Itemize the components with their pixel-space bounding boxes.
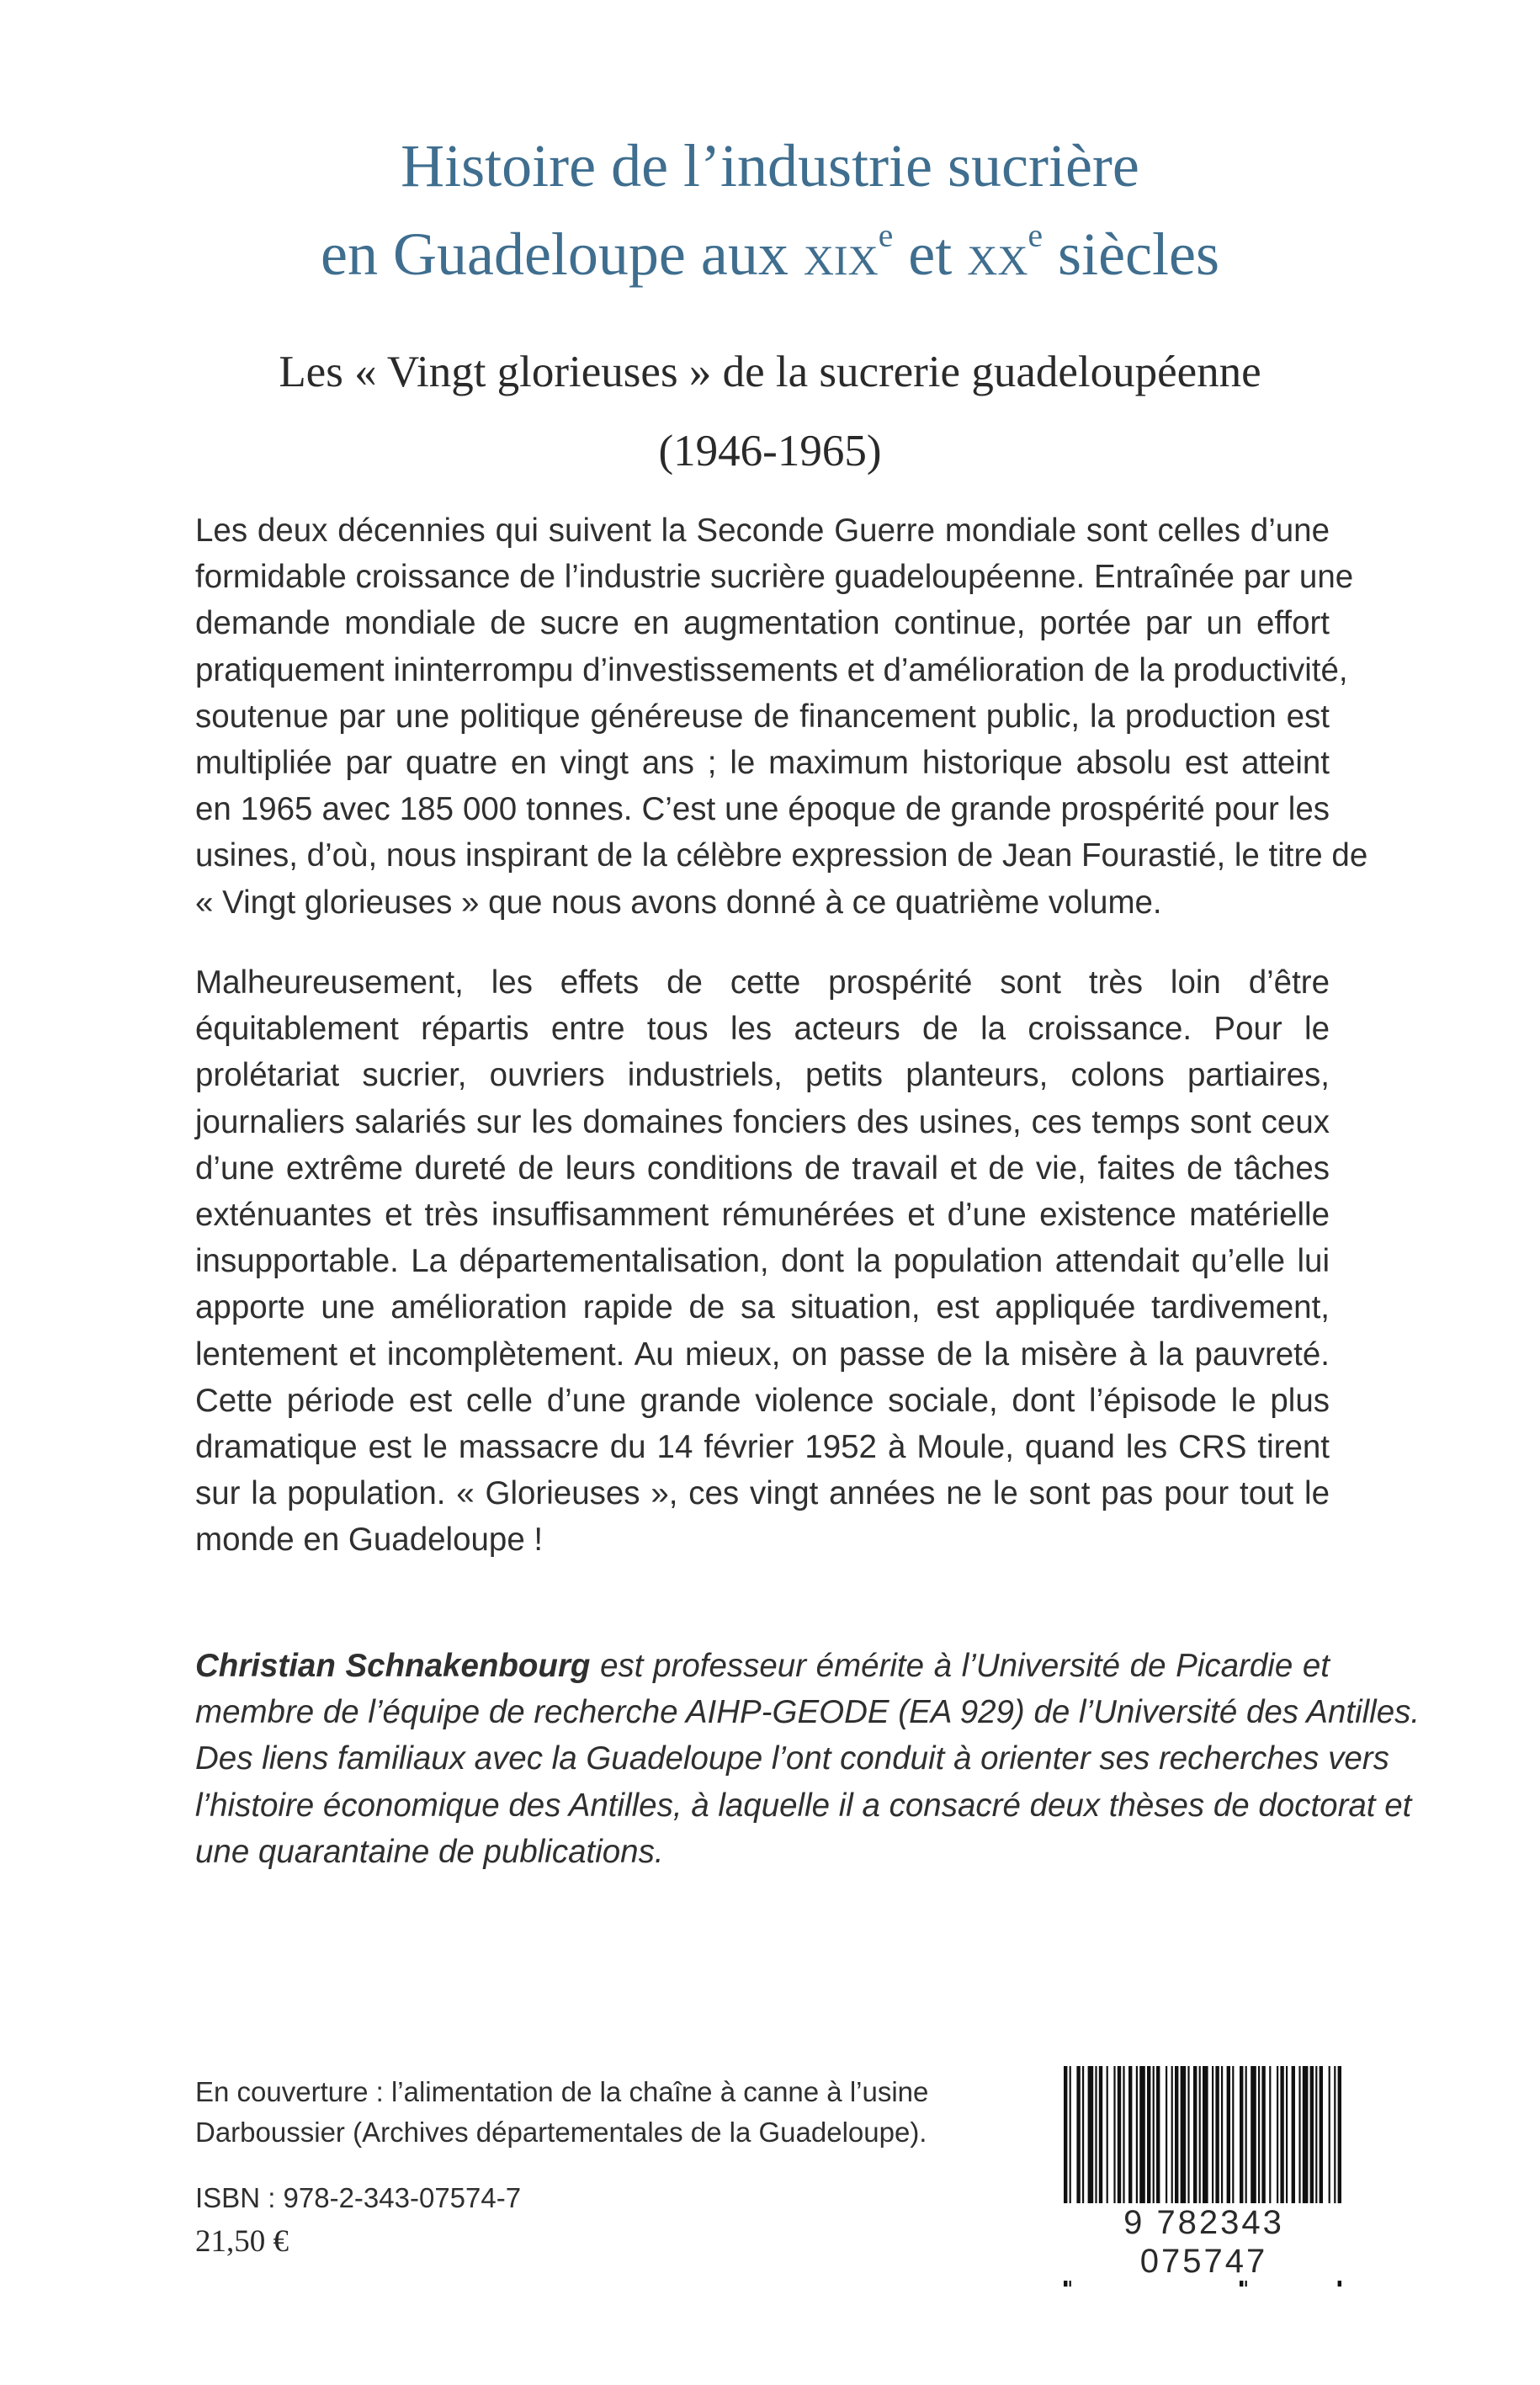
paragraph-1-line-3: demande mondiale de sucre en augmentation continue, portée par un effort <box>195 605 1330 642</box>
century-19-sup: e <box>878 216 894 254</box>
bio-line-1-rest: est professeur émérite à l’Université de Picardie et <box>590 1648 1330 1684</box>
century-20: xx <box>967 220 1028 288</box>
paragraph-2-line-4: journaliers salariés sur les domaines fonciers des usines, ces temps sont ceux <box>195 1103 1330 1140</box>
paragraph-2-line-7: insupportable. La départementalisation, dont la population attendait qu’elle lui <box>195 1243 1330 1280</box>
title-line-2-b: et <box>893 220 968 288</box>
paragraph-1-line-9: « Vingt glorieuses » que nous avons donné à ce quatrième volume. <box>195 884 1162 921</box>
subtitle-line-1: Les « Vingt glorieuses » de la sucrerie guadeloupéenne <box>279 348 1261 396</box>
paragraph-2-line-5: d’une extrême dureté de leurs conditions de travail et de vie, faites de tâches <box>195 1150 1330 1187</box>
bio-line-1 <box>195 1643 1330 1689</box>
paragraph-1-line-2: formidable croissance de l’industrie sucrière guadeloupéenne. Entraînée par une <box>195 559 1354 596</box>
paragraph-2-line-13: monde en Guadeloupe ! <box>195 1522 544 1559</box>
title-line-2-d: siècles <box>1043 220 1219 288</box>
barcode-number: 9 782343 075747 <box>1059 2203 1349 2281</box>
paragraph-1-line-7: en 1965 avec 185 000 tonnes. C’est une époque de grande prospérité pour les <box>195 791 1330 828</box>
century-19: xix <box>803 220 879 288</box>
cover-credit <box>195 2072 928 2153</box>
paragraph-2-line-12: sur la population. « Glorieuses », ces vingt années ne le sont pas pour tout le <box>195 1475 1330 1512</box>
paragraph-1-line-8: usines, d’où, nous inspirant de la célèbre expression de Jean Fourastié, le titre de <box>195 837 1368 874</box>
summary-paragraph-1 <box>195 507 1368 926</box>
bio-line-5: une quarantaine de publications. <box>195 1833 664 1870</box>
summary-paragraph-2 <box>195 959 1330 1564</box>
century-20-sup: e <box>1028 216 1043 254</box>
author-name: Christian Schnakenbourg <box>195 1648 591 1684</box>
paragraph-2-line-2: équitablement répartis entre tous les acteurs de la croissance. Pour le <box>195 1011 1330 1048</box>
price: 21,50 € <box>195 2224 289 2259</box>
bio-line-4: l’histoire économique des Antilles, à laquelle il a consacré deux thèses de doctorat et <box>195 1787 1412 1824</box>
paragraph-2-line-10: Cette période est celle d’une grande violence sociale, dont l’épisode le plus <box>195 1382 1330 1419</box>
paragraph-1-line-1: Les deux décennies qui suivent la Seconde Guerre mondiale sont celles d’une <box>195 513 1330 549</box>
bio-line-2: membre de l’équipe de recherche AIHP-GEODE (EA 929) de l’Université des Antilles. <box>195 1694 1421 1731</box>
paragraph-2-line-9: lentement et incomplètement. Au mieux, on passe de la misère à la pauvreté. <box>195 1336 1330 1373</box>
cover-credit-line-1: En couverture : l’alimentation de la chaîne à canne à l’usine <box>195 2076 929 2107</box>
paragraph-1-line-5: soutenue par une politique généreuse de financement public, la production est <box>195 698 1330 735</box>
title-line-2-a: en Guadeloupe aux <box>321 220 804 288</box>
bio-line-3: Des liens familiaux avec la Guadeloupe l’ont conduit à orienter ses recherches vers <box>195 1740 1389 1777</box>
paragraph-2-line-3: prolétariat sucrier, ouvriers industriels, petits planteurs, colons partiaires, <box>195 1057 1330 1094</box>
paragraph-2-line-8: apporte une amélioration rapide de sa situation, est appliquée tardivement, <box>195 1289 1330 1326</box>
paragraph-2-line-6: exténuantes et très insuffisamment rémunérées et d’une existence matérielle <box>195 1197 1330 1234</box>
title-line-2 <box>0 210 1540 299</box>
author-bio <box>195 1643 1421 1875</box>
paragraph-1-line-4: pratiquement ininterrompu d’investissements et d’amélioration de la productivité, <box>195 651 1348 688</box>
paragraph-2-line-11: dramatique est le massacre du 14 février 1952 à Moule, quand les CRS tirent <box>195 1429 1330 1466</box>
cover-credit-line-2: Darboussier (Archives départementales de la Guadeloupe). <box>195 2117 927 2148</box>
isbn: ISBN : 978-2-343-07574-7 <box>195 2182 522 2213</box>
subtitle-line-2: (1946-1965) <box>658 427 882 475</box>
paragraph-2-line-1: Malheureusement, les effets de cette prospérité sont très loin d’être <box>195 964 1330 1001</box>
book-subtitle <box>0 332 1540 491</box>
book-title <box>0 122 1540 299</box>
title-line-1: Histoire de l’industrie sucrière <box>401 132 1139 199</box>
paragraph-1-line-6: multipliée par quatre en vingt ans ; le maximum historique absolu est atteint <box>195 745 1330 782</box>
